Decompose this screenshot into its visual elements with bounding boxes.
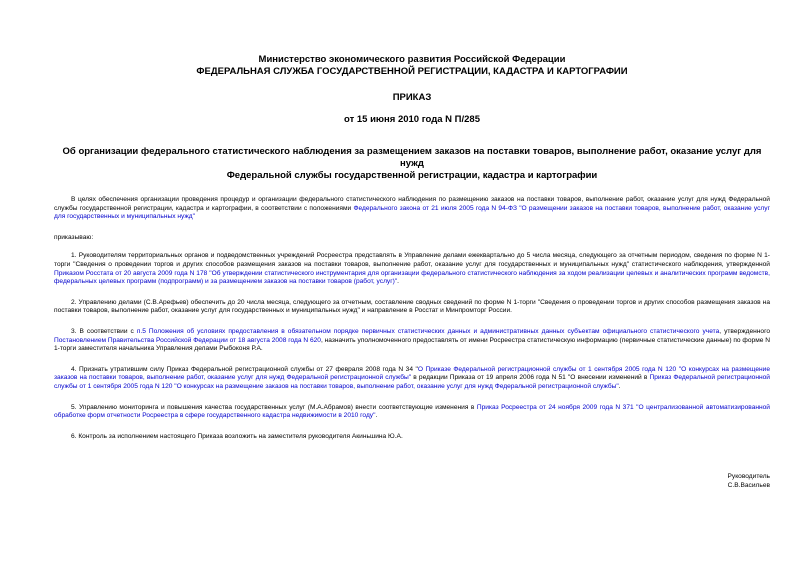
paragraph-5: 5. Управлению мониторинга и повышения качества государственных услуг (М.А.Абрамов) внести соответствующие изменения в Приказ Росреестра от 24 ноября 2009 года N 371 "О централизованной автоматизированной обработке форм отчетности Росреестра в сфере государственного кадастра недвижимости в 2010 году".	[54, 403, 770, 420]
signature-position: Руководитель	[727, 473, 770, 480]
regulation-p5-link[interactable]: п.5 Положения об условиях предоставления в обязательном порядке первичных статистических данных и административных данных субъектам официального статистического учета	[136, 327, 720, 335]
document-page	[54, 54, 770, 441]
law-94fz-link[interactable]: Федерального закона от 21 июля 2005 года N 94-ФЗ "О размещении заказов на поставки товаров, выполнение работ, оказание услуг для государственных и муниципальных нужд"	[54, 204, 770, 221]
rosstat-order-178-link[interactable]: Приказом Росстата от 20 августа 2009 года N 178 "Об утверждении статистического инструментария для организации федерального статистического наблюдения за ходом реализации целевых и аналитических программ ведомств, федеральных целевых программ (подпрограмм) и за размещением заказов на поставки товаров (работ, услуг)"	[54, 269, 770, 286]
doc-type: ПРИКАЗ	[392, 92, 432, 103]
paragraph-4: 4. Признать утратившим силу Приказ Федеральной регистрационной службы от 27 февраля 2008 года N 34 "О Приказе Федеральной регистрационной службы от 1 сентября 2005 года N 120 "О конкурсах на размещение заказов на поставки товаров, выполнение работ, оказание услуг для нужд Федеральной регистрационной службы" в редакции Приказа от 19 апреля 2006 года N 51 "О внесении изменений в Приказ Федеральной регистрационной службы от 1 сентября 2005 года N 120 "О конкурсах на размещение заказов на поставки товаров, выполнение работ, оказание услуг для нужд Федеральной регистрационной службы".	[54, 365, 770, 390]
paragraph-6: 6. Контроль за исполнением настоящего Приказа возложить на заместителя руководителя Акиньшина Ю.А.	[71, 432, 403, 440]
paragraph-1: 1. Руководителям территориальных органов и подведомственных учреждений Росреестра представлять в Управление делами ежеквартально до 5 числа месяца, следующего за отчетным периодом, сведения по форме N 1-торги "Сведения о проведении торгов и других способов размещения заказов на поставки товаров, выполнение работ, оказание услуг для государственных и муниципальных нужд" статистического наблюдения, утвержденной Приказом Росстата от 20 августа 2009 года N 178 "Об утверждении статистического инструментария для организации федерального статистического наблюдения за ходом реализации целевых и аналитических программ ведомств, федеральных целевых программ (подпрограмм) и за размещением заказов на поставки товаров (работ, услуг)".	[54, 252, 770, 286]
doc-body	[54, 196, 770, 441]
order-word: приказываю:	[54, 233, 94, 241]
frs-order-120-link-2[interactable]: Приказ Федеральной регистрационной службы от 1 сентября 2005 года N 120 "О конкурсах на размещение заказов на поставки товаров, выполнение работ, оказание услуг для нужд Федеральной регистрационной службы"	[54, 374, 770, 390]
service-name: ФЕДЕРАЛЬНАЯ СЛУЖБА ГОСУДАРСТВЕННОЙ РЕГИСТРАЦИИ, КАДАСТРА И КАРТОГРАФИИ	[196, 66, 628, 77]
doc-title-line1: Об организации федерального статистического наблюдения за размещением заказов на поставки товаров, выполнение работ, оказание услуг для нужд	[62, 146, 762, 169]
ministry-name: Министерство экономического развития Российской Федерации	[258, 54, 566, 65]
signature-block	[728, 472, 770, 490]
intro-paragraph: В целях обеспечения организации проведения процедур и организации федерального статистического наблюдения по размещению заказов на поставки товаров, выполнение работ, оказание услуг для нужд Федеральной службы государственной регистрации, кадастра и картографии, в соответствии с положениями Федерального закона от 21 июля 2005 года N 94-ФЗ "О размещении заказов на поставки товаров, выполнение работ, оказание услуг для государственных и муниципальных нужд"	[54, 196, 770, 221]
government-decree-620-link[interactable]: Постановлением Правительства Российской Федерации от 18 августа 2008 года N 620	[54, 336, 321, 344]
doc-date-number: от 15 июня 2010 года N П/285	[344, 114, 480, 125]
rosreestr-order-371-link[interactable]: Приказ Росреестра от 24 ноября 2009 года N 371 "О централизованной автоматизированной обработке форм отчетности Росреестра в сфере государственного кадастра недвижимости в 2010 году"	[54, 403, 770, 420]
paragraph-3: 3. В соответствии с п.5 Положения об условиях предоставления в обязательном порядке первичных статистических данных и административных данных субъектам официального статистического учета, утвержденного Постановлением Правительства Российской Федерации от 18 августа 2008 года N 620, назначить уполномоченного предоставлять от имени Росреестра статистическую информацию (первичные статистические данные) по форме N 1-торги заместителя начальника Управления делами Рыбоконя Р.А.	[54, 327, 770, 353]
frs-order-120-link-1[interactable]: О Приказе Федеральной регистрационной службы от 1 сентября 2005 года N 120 "О конкурсах на размещение заказов на поставки товаров, выполнение работ, оказание услуг для нужд Федеральной регистрационной службы"	[54, 365, 770, 382]
signature-name: С.В.Васильев	[727, 482, 770, 489]
doc-title-line2: Федеральной службы государственной регистрации, кадастра и картографии	[226, 170, 598, 181]
paragraph-2: 2. Управлению делами (С.В.Арефьев) обеспечить до 20 числа месяца, следующего за отчетным, составление сводных сведений по форме N 1-торги "Сведения о проведении торгов и других способов размещения заказов на поставки товаров, выполнение работ, оказание услуг для государственных и муниципальных нужд" и направление в Росстат и Минпромторг России.	[54, 298, 770, 315]
